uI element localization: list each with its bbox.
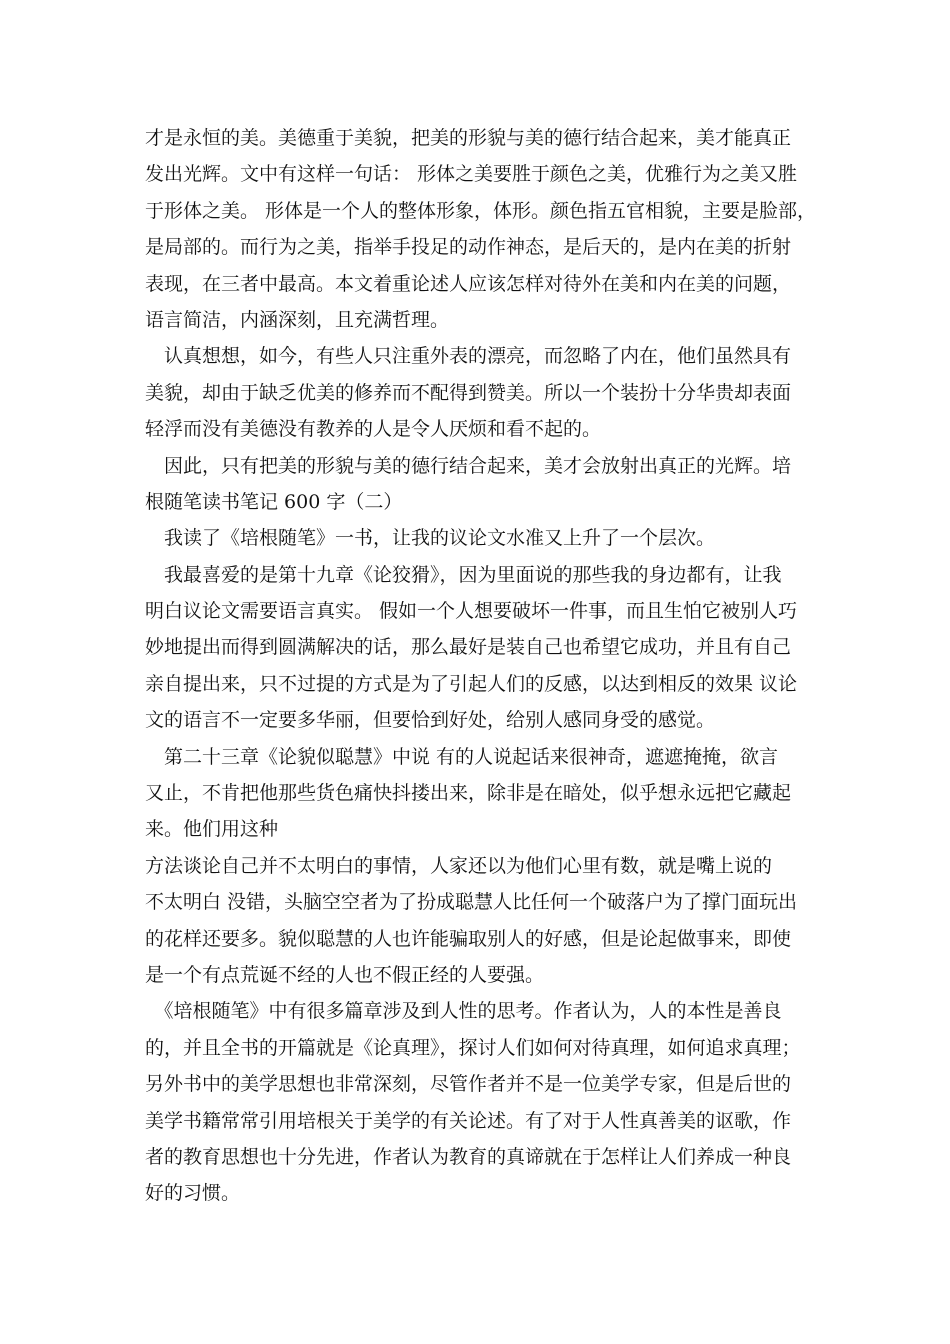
- text-line: 第二十三章《论貌似聪慧》中说 有的人说起话来很神奇，遮遮掩掩，欲言: [145, 745, 779, 768]
- text-line: 表现，在三者中最高。本文着重论述人应该怎样对待外在美和内在美的问题，: [145, 272, 792, 295]
- text-line: 才是永恒的美。美德重于美貌，把美的形貌与美的德行结合起来，美才能真正: [145, 127, 792, 149]
- body-text: [145, 120, 815, 1212]
- text-line: 明白议论文需要语言真实。 假如一个人想要破坏一件事，而且生怕它被别人巧: [145, 600, 798, 623]
- text-line: 《培根随笔》中有很多篇章涉及到人性的思考。作者认为，人的本性是善良: [145, 1000, 782, 1023]
- text-line: 语言简洁，内涵深刻，且充满哲理。: [145, 308, 450, 331]
- text-line: 的，并且全书的开篇就是《论真理》，探讨人们如何对待真理，如何追求真理；: [145, 1036, 801, 1059]
- text-line: 美貌，却由于缺乏优美的修养而不配得到赞美。所以一个装扮十分华贵却表面: [145, 381, 792, 404]
- text-line: 我读了《培根随笔》一书，让我的议论文水准又上升了一个层次。: [145, 527, 716, 550]
- text-line: 认真想想，如今，有些人只注重外表的漂亮，而忽略了内在，他们虽然具有: [145, 345, 792, 368]
- text-line: 发出光辉。文中有这样一句话： 形体之美要胜于颜色之美，优雅行为之美又胜: [145, 163, 798, 186]
- text-line: 美学书籍常常引用培根关于美学的有关论述。有了对于人性真善美的讴歌，作: [145, 1109, 792, 1132]
- text-line: 是局部的。而行为之美，指举手投足的动作神态，是后天的，是内在美的折射: [145, 236, 792, 259]
- text-line: 轻浮而没有美德没有教养的人是令人厌烦和看不起的。: [145, 418, 602, 441]
- text-line: 者的教育思想也十分先进，作者认为教育的真谛就在于怎样让人们养成一种良: [145, 1145, 792, 1168]
- section-heading: 根随笔读书笔记 600 字（二）: [145, 490, 403, 513]
- text-line: 文的语言不一定要多华丽，但要恰到好处，给别人感同身受的感觉。: [145, 709, 716, 732]
- text-line: 来。他们用这种: [145, 818, 279, 841]
- text-line: 方法谈论自己并不太明白的事情，人家还以为他们心里有数，就是嘴上说的: [145, 854, 773, 877]
- text-line: 亲自提出来，只不过提的方式是为了引起人们的反感，以达到相反的效果 议论: [145, 672, 798, 695]
- text-line: 又止，不肯把他那些货色痛快抖搂出来，除非是在暗处，似乎想永远把它藏起: [145, 782, 792, 805]
- text-line: 好的习惯。: [145, 1182, 241, 1205]
- text-line: 另外书中的美学思想也非常深刻，尽管作者并不是一位美学专家，但是后世的: [145, 1073, 792, 1096]
- text-line: 的花样还要多。貌似聪慧的人也许能骗取别人的好感，但是论起做事来，即使: [145, 927, 792, 950]
- text-line: 我最喜爱的是第十九章《论狡猾》，因为里面说的那些我的身边都有，让我: [145, 563, 782, 586]
- text-line: 于形体之美。 形体是一个人的整体形象，体形。颜色指五官相貌，主要是脸部，: [145, 199, 817, 222]
- text-line: 不太明白 没错，头脑空空者为了扮成聪慧人比任何一个破落户为了撑门面玩出: [145, 891, 798, 914]
- text-line: 妙地提出而得到圆满解决的话，那么最好是装自己也希望它成功，并且有自己: [145, 636, 792, 659]
- text-line: 是一个有点荒诞不经的人也不假正经的人要强。: [145, 963, 545, 986]
- text-line: 因此，只有把美的形貌与美的德行结合起来，美才会放射出真正的光辉。培: [145, 454, 792, 477]
